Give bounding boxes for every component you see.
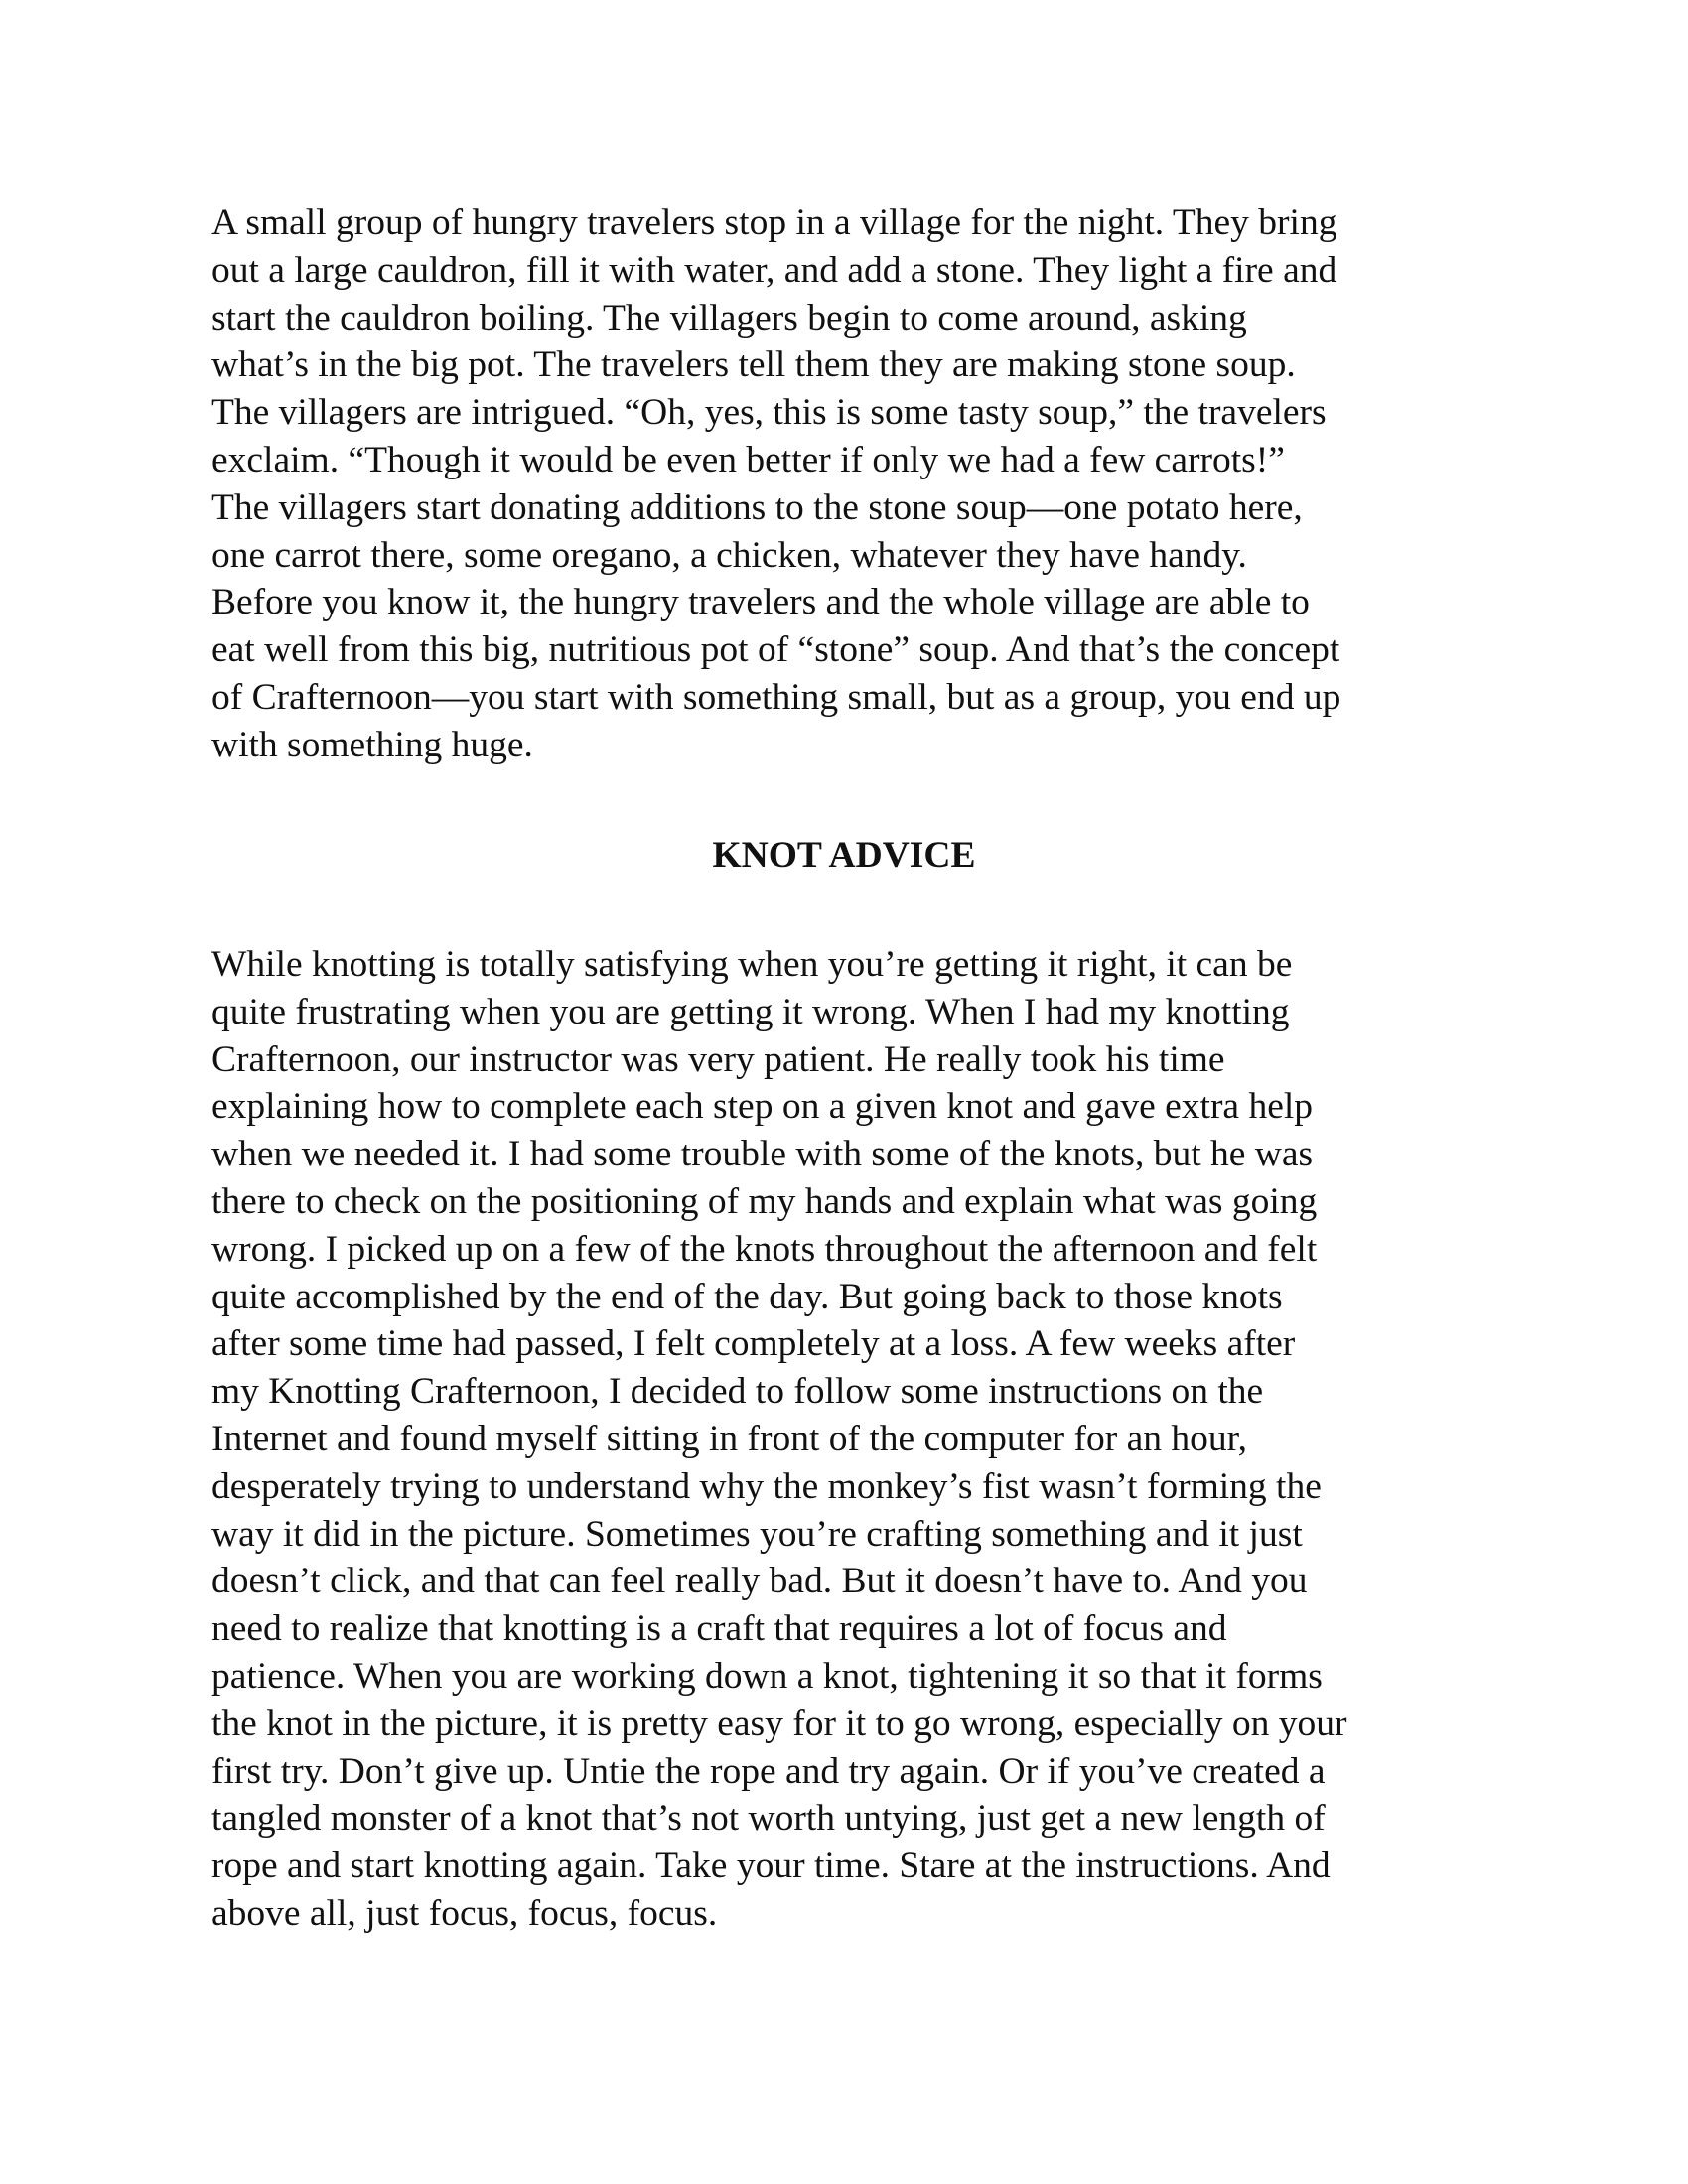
- paragraph-line: the knot in the picture, it is pretty easy for it to go wrong, especially on your: [211, 1703, 1347, 1744]
- paragraph-line: doesn’t click, and that can feel really bad. But it doesn’t have to. And you: [211, 1561, 1308, 1602]
- paragraph-line: tangled monster of a knot that’s not worth untying, just get a new length of: [211, 1798, 1326, 1840]
- paragraph-line: quite frustrating when you are getting it wrong. When I had my knotting: [211, 991, 1290, 1032]
- paragraph-line: one carrot there, some oregano, a chicken, whatever they have handy.: [211, 534, 1247, 576]
- stone-soup-paragraph: [211, 200, 1492, 769]
- paragraph-line: above all, just focus, focus, focus.: [211, 1892, 718, 1934]
- section-heading: KNOT ADVICE: [712, 835, 976, 876]
- paragraph-line: patience. When you are working down a knot, tightening it so that it forms: [211, 1655, 1323, 1697]
- paragraph-line: way it did in the picture. Sometimes you’re crafting something and it just: [211, 1513, 1303, 1555]
- paragraph-line: eat well from this big, nutritious pot of “stone” soup. And that’s the concept: [211, 629, 1340, 671]
- paragraph-line: Internet and found myself sitting in front of the computer for an hour,: [211, 1418, 1248, 1459]
- paragraph-line: what’s in the big pot. The travelers tell them they are making stone soup.: [211, 344, 1296, 386]
- knot-advice-paragraph: [211, 941, 1492, 1938]
- paragraph-line: Crafternoon, our instructor was very patient. He really took his time: [211, 1038, 1225, 1080]
- paragraph-line: The villagers start donating additions to the stone soup—one potato here,: [211, 486, 1303, 528]
- paragraph-line: with something huge.: [211, 724, 533, 765]
- paragraph-line: there to check on the positioning of my hands and explain what was going: [211, 1180, 1318, 1222]
- paragraph-line: of Crafternoon—you start with something small, but as a group, you end up: [211, 676, 1341, 718]
- paragraph-line: need to realize that knotting is a craft that requires a lot of focus and: [211, 1608, 1227, 1650]
- paragraph-line: after some time had passed, I felt completely at a loss. A few weeks after: [211, 1323, 1296, 1365]
- paragraph-line: my Knotting Crafternoon, I decided to follow some instructions on the: [211, 1371, 1264, 1413]
- paragraph-line: The villagers are intrigued. “Oh, yes, this is some tasty soup,” the travelers: [211, 392, 1327, 434]
- paragraph-line: first try. Don’t give up. Untie the rope and try again. Or if you’ve created a: [211, 1750, 1326, 1792]
- paragraph-line: While knotting is totally satisfying when you’re getting it right, it can be: [211, 944, 1293, 985]
- paragraph-line: Before you know it, the hungry travelers and the whole village are able to: [211, 582, 1310, 623]
- paragraph-line: A small group of hungry travelers stop in a village for the night. They bring: [211, 203, 1337, 243]
- paragraph-line: quite accomplished by the end of the day. But going back to those knots: [211, 1276, 1283, 1317]
- paragraph-line: rope and start knotting again. Take your time. Stare at the instructions. And: [211, 1845, 1331, 1887]
- paragraph-line: when we needed it. I had some trouble with some of the knots, but he was: [211, 1134, 1314, 1175]
- paragraph-line: exclaim. “Though it would be even better if only we had a few carrots!”: [211, 439, 1285, 480]
- paragraph-line: desperately trying to understand why the monkey’s fist wasn’t forming the: [211, 1465, 1322, 1507]
- paragraph-line: explaining how to complete each step on a given knot and gave extra help: [211, 1086, 1314, 1128]
- paragraph-line: start the cauldron boiling. The villagers begin to come around, asking: [211, 297, 1247, 339]
- paragraph-line: out a large cauldron, fill it with water, and add a stone. They light a fire and: [211, 249, 1337, 291]
- paragraph-line: wrong. I picked up on a few of the knots throughout the afternoon and felt: [211, 1228, 1318, 1270]
